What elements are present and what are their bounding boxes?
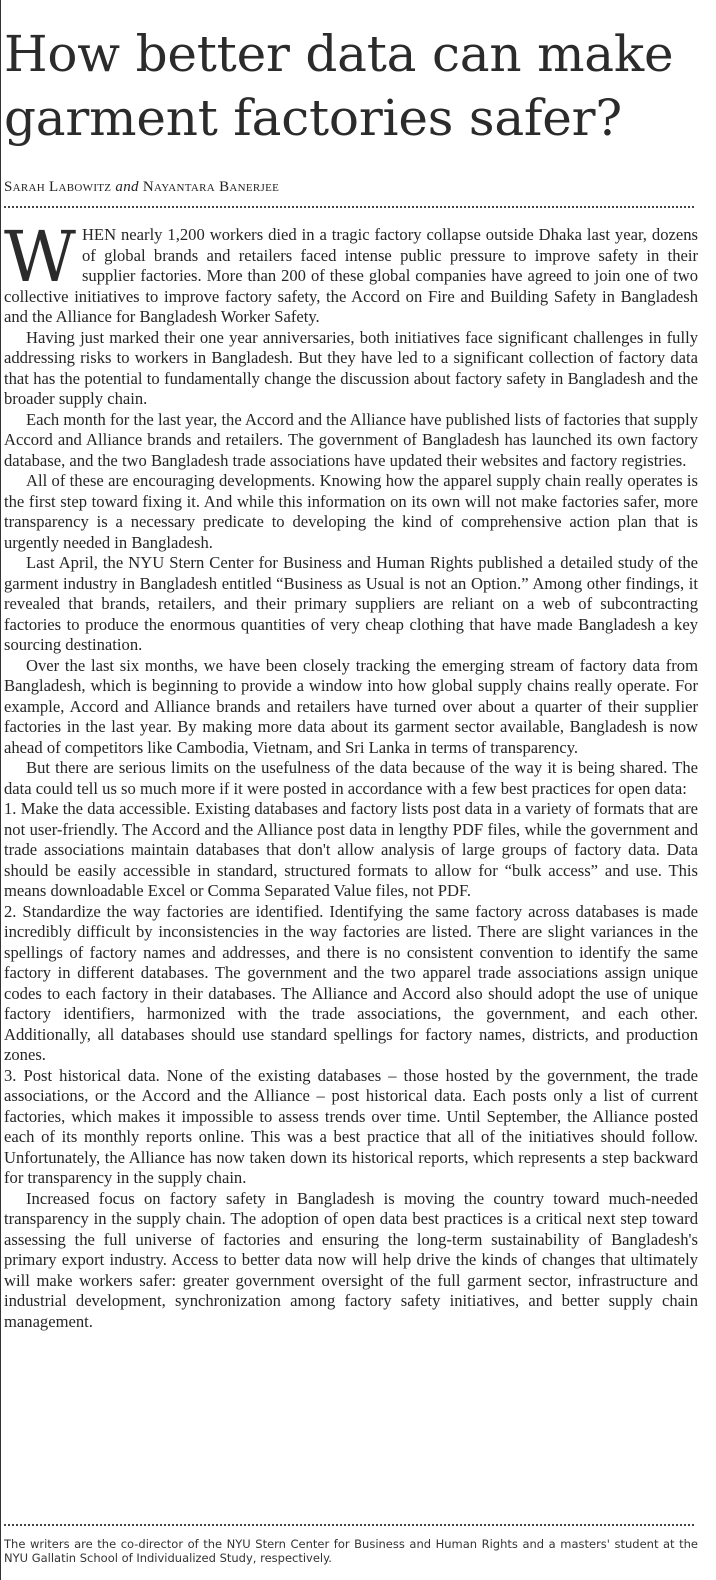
headline: How better data can make garment factories safer? xyxy=(4,25,674,147)
drop-cap: W xyxy=(4,216,76,298)
top-dotted-divider xyxy=(4,206,694,208)
paragraph: Last April, the NYU Stern Center for Business and Human Rights published a detailed study of the garment industry in Bangladesh entitled “Business as Usual is not an Option.” Among other findings, it revealed that brands, retailers, and their primary suppliers are reliant on a web of subcontracting factories to produce the enormous quantities of very cheap clothing that have made Bangladesh a key sourcing destination. xyxy=(4,553,698,654)
paragraph: All of these are encouraging developments. Knowing how the apparel supply chain really operates is the first step toward fixing it. And while this information on its own will not make factories safer, more transparency is a necessary predicate to developing the kind of comprehensive action plan that is urgently needed in Bangladesh. xyxy=(4,471,698,552)
paragraph: Increased focus on factory safety in Bangladesh is moving the country toward much-needed transparency in the supply chain. The adoption of open data best practices is a critical next step toward assessing the full universe of factories and ensuring the long-term sustainability of Bangladesh's primary export industry. Access to better data now will help drive the kinds of changes that ultimately will make workers safer: greater government oversight of the full garment sector, infrastructure and industrial development, synchronization among factory safety initiatives, and better supply chain management. xyxy=(4,1188,698,1331)
author-name: Sarah Labowitz xyxy=(4,179,112,195)
byline-conjunction: and xyxy=(115,179,139,195)
list-item: 3. Post historical data. None of the existing databases – those hosted by the government, the trade associations, or the Accord and the Alliance – post historical data. Each posts only a list of current factories, which makes it impossible to assess trends over time. Until September, the Alliance posted each of its monthly reports online. This was a best practice that all of the initiatives should follow. Unfortunately, the Alliance has now taken down its historical reports, which represents a step backward for transparency in the supply chain. xyxy=(4,1065,698,1187)
paragraph xyxy=(4,216,698,328)
paragraph: Over the last six months, we have been closely tracking the emerging stream of factory data from Bangladesh, which is beginning to provide a window into how global supply chains really operate. For example, Accord and Alliance brands and retailers have turned over about a quarter of their supplier factories in the last year. By making more data about its garment sector available, Bangladesh is now ahead of competitors like Cambodia, Vietnam, and Sri Lanka in terms of transparency. xyxy=(4,655,698,757)
article xyxy=(4,0,698,1332)
byline xyxy=(4,178,698,196)
author-name: Nayantara Banerjee xyxy=(142,179,280,195)
list-item: 2. Standardize the way factories are identified. Identifying the same factory across databases is made incredibly difficult by inconsistencies in the way factories are listed. There are slight variances in the spellings of factory names and addresses, and there is no consistent convention to identify the same factory in different databases. The government and the two apparel trade associations assign unique codes to each factory in their databases. The Alliance and Accord also should adopt the use of unique factory identifiers, harmonized with the trade associations, the government, and each other. Additionally, all databases should use standard spellings for factory names, districts, and production zones. xyxy=(4,901,698,1064)
bottom-dotted-divider xyxy=(4,1524,694,1526)
list-item: 1. Make the data accessible. Existing databases and factory lists post data in a variety of formats that are not user-friendly. The Accord and the Alliance post data in lengthy PDF files, while the government and trade associations maintain databases that don't allow analysis of large groups of factory data. Data should be easily accessible in standard, structured formats to allow for “bulk access” and use. This means downloadable Excel or Comma Separated Value files, not PDF. xyxy=(4,799,698,900)
paragraph: Having just marked their one year anniversaries, both initiatives face significant challenges in fully addressing risks to workers in Bangladesh. But they have led to a significant collection of factory data that has the potential to fundamentally change the discussion about factory safety in Bangladesh and the broader supply chain. xyxy=(4,327,698,408)
paragraph: But there are serious limits on the usefulness of the data because of the way it is being shared. The data could tell us so much more if it were posted in accordance with a few best practices for open data: xyxy=(4,758,698,798)
paragraph-text: nearly 1,200 workers died in a tragic factory collapse outside Dhaka last year, dozens of global brands and retailers faced intense public pressure to improve safety in their supplier factories. More than 200 of these global companies have agreed to join one of two collective initiatives to improve factory safety, the Accord on Fire and Building Safety in Bangladesh and the Alliance for Bangladesh Worker Safety. xyxy=(4,225,698,326)
article-body xyxy=(4,216,698,1332)
paragraph: Each month for the last year, the Accord and the Alliance have published lists of factories that supply Accord and Alliance brands and retailers. The government of Bangladesh has launched its own factory database, and the two Bangladesh trade associations have updated their websites and factory registries. xyxy=(4,409,698,470)
page-left-border xyxy=(0,0,1,1580)
author-footnote: The writers are the co-director of the NYU Stern Center for Business and Human Rights and a masters' student at the NYU Gallatin School of Individualized Study, respectively. xyxy=(4,1537,698,1565)
lead-in-caps: HEN xyxy=(81,225,117,244)
